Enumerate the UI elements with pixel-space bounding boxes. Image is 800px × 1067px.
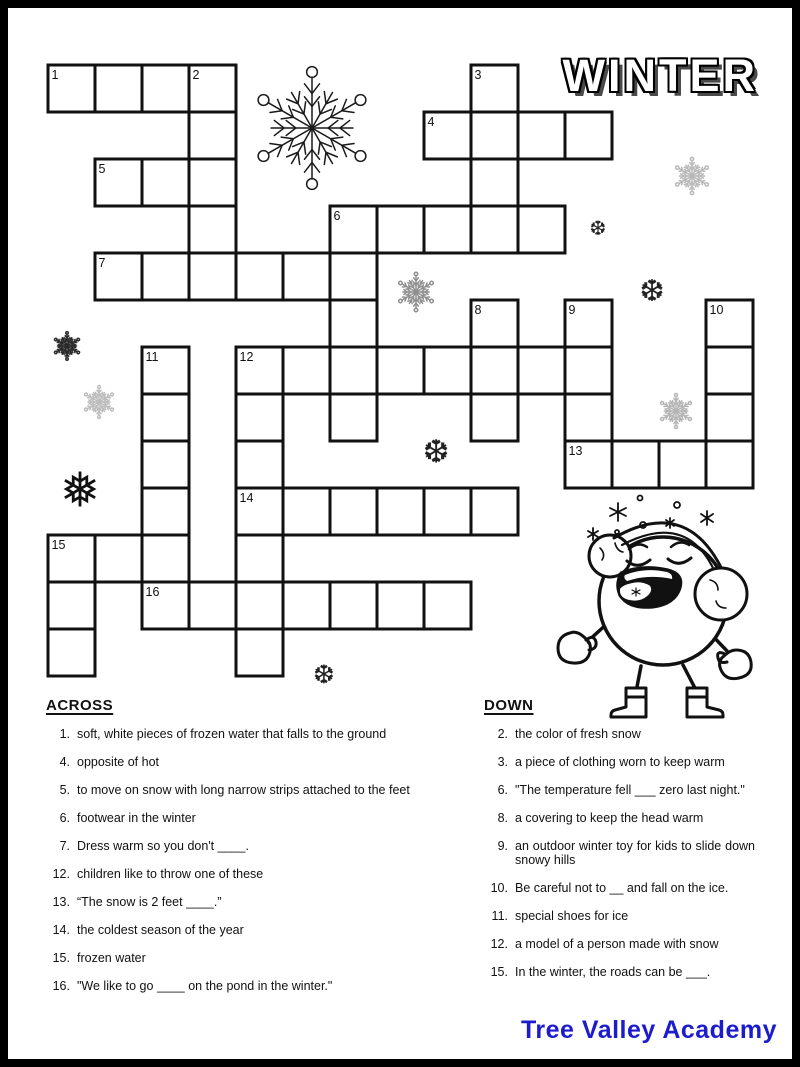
clue-down-9 <box>484 839 764 867</box>
clue-down-11 <box>484 909 764 923</box>
clue-text: "We like to go ____ on the pond in the winter." <box>77 979 333 993</box>
snowflake-decoration <box>660 393 693 428</box>
clue-text: an outdoor winter toy for kids to slide down snowy hills <box>515 839 755 867</box>
clue-across-5 <box>46 783 446 797</box>
clue-text: to move on snow with long narrow strips attached to the feet <box>77 783 410 797</box>
crossword-cell[interactable] <box>518 112 565 159</box>
crossword-cell[interactable] <box>518 347 565 394</box>
clue-text: Be careful not to __ and fall on the ice. <box>515 881 729 895</box>
crossword-cell[interactable] <box>330 394 377 441</box>
word-6-down <box>330 206 377 441</box>
snowflake-decoration <box>84 386 114 419</box>
crossword-cell[interactable] <box>236 582 283 629</box>
snowflake-decoration: ❆ <box>639 273 665 309</box>
clue-across-16 <box>46 979 446 993</box>
clue-number: 2. <box>497 727 508 741</box>
crossword-cell[interactable] <box>189 112 236 159</box>
crossword-cell[interactable] <box>236 253 283 300</box>
clue-text: special shoes for ice <box>515 909 629 923</box>
clue-down-12 <box>484 937 764 951</box>
crossword-cell[interactable] <box>424 582 471 629</box>
crossword-cell[interactable] <box>236 394 283 441</box>
crossword-cell[interactable] <box>48 629 95 676</box>
crossword-cell[interactable] <box>283 488 330 535</box>
snowflake-decoration: ❅ <box>59 462 101 519</box>
clue-text: "The temperature fell ___ zero last night." <box>515 783 745 797</box>
crossword-cell[interactable] <box>424 488 471 535</box>
cell-number: 4 <box>427 115 435 129</box>
crossword-cell[interactable] <box>565 112 612 159</box>
crossword-cell[interactable] <box>706 441 753 488</box>
crossword-cell[interactable] <box>330 347 377 394</box>
clue-number: 6. <box>59 811 70 825</box>
cell-number: 14 <box>239 491 254 505</box>
crossword-cell[interactable] <box>471 394 518 441</box>
across-heading: ACROSS <box>46 697 114 714</box>
crossword-cell[interactable] <box>706 347 753 394</box>
crossword-cell[interactable] <box>142 394 189 441</box>
cell-number: 16 <box>145 585 160 599</box>
down-clues-section <box>484 697 764 993</box>
crossword-cell[interactable] <box>142 253 189 300</box>
snowflake-decoration <box>675 157 710 194</box>
crossword-cell[interactable] <box>565 394 612 441</box>
snowflake-decoration <box>255 67 369 190</box>
word-16-across <box>142 582 471 629</box>
clue-text: soft, white pieces of frozen water that falls to the ground <box>77 727 387 741</box>
crossword-cell[interactable] <box>377 347 424 394</box>
clue-across-15 <box>46 951 446 965</box>
brand-logo-text: Tree Valley Academy <box>521 1016 777 1044</box>
crossword-cell[interactable] <box>565 347 612 394</box>
crossword-cell[interactable] <box>377 582 424 629</box>
across-clues-section <box>46 697 446 1007</box>
crossword-cell[interactable] <box>142 65 189 112</box>
clue-number: 1. <box>59 727 70 741</box>
crossword-cell[interactable] <box>142 488 189 535</box>
clue-across-12 <box>46 867 446 881</box>
crossword-cell[interactable] <box>330 300 377 347</box>
clue-text: In the winter, the roads can be ___. <box>515 965 711 979</box>
clue-number: 6. <box>497 783 508 797</box>
clue-text: “The snow is 2 feet ____.” <box>77 895 222 909</box>
snowflake-decoration: ❆ <box>313 660 335 691</box>
clue-number: 12. <box>490 937 508 951</box>
crossword-cell[interactable] <box>189 253 236 300</box>
crossword-cell[interactable] <box>236 441 283 488</box>
clue-text: the color of fresh snow <box>515 727 641 741</box>
clue-down-3 <box>484 755 764 769</box>
cell-number: 6 <box>333 209 341 223</box>
clue-across-7 <box>46 839 446 853</box>
snowflake-decoration: ❆ <box>422 432 450 471</box>
word-12-down <box>236 347 283 676</box>
word-15-down <box>48 535 95 676</box>
crossword-cell[interactable] <box>330 488 377 535</box>
snowflake-decoration: ❆ <box>589 216 607 241</box>
clue-number: 12. <box>52 867 70 881</box>
clue-down-2 <box>484 727 764 741</box>
word-3-down <box>471 65 518 253</box>
clue-across-4 <box>46 755 446 769</box>
word-9-down <box>565 300 612 488</box>
cell-number: 12 <box>239 350 254 364</box>
clue-number: 10. <box>490 881 508 895</box>
clue-text: frozen water <box>77 951 146 965</box>
crossword-cell[interactable] <box>236 629 283 676</box>
crossword-cell[interactable] <box>518 206 565 253</box>
crossword-cell[interactable] <box>236 535 283 582</box>
crossword-cell[interactable] <box>283 253 330 300</box>
crossword-cell[interactable] <box>330 582 377 629</box>
crossword-cell[interactable] <box>424 206 471 253</box>
crossword-cell[interactable] <box>283 347 330 394</box>
cell-number: 5 <box>98 162 106 176</box>
cell-number: 11 <box>145 350 159 364</box>
crossword-cell[interactable] <box>95 535 142 582</box>
cell-number: 9 <box>568 303 576 317</box>
clue-number: 11. <box>491 909 508 923</box>
clue-across-13 <box>46 895 446 909</box>
crossword-cell[interactable] <box>471 159 518 206</box>
clue-number: 9. <box>497 839 508 853</box>
clue-across-14 <box>46 923 446 937</box>
clue-across-6 <box>46 811 446 825</box>
clue-text: a piece of clothing worn to keep warm <box>515 755 725 769</box>
cell-number: 8 <box>474 303 482 317</box>
cell-number: 2 <box>192 68 200 82</box>
crossword-cell[interactable] <box>189 159 236 206</box>
clue-down-15 <box>484 965 764 979</box>
word-2-down <box>189 65 236 300</box>
clue-across-1 <box>46 727 446 741</box>
cell-number: 3 <box>474 68 482 82</box>
clue-down-8 <box>484 811 764 825</box>
crossword-cell[interactable] <box>142 535 189 582</box>
crossword-cell[interactable] <box>189 582 236 629</box>
word-8-down <box>471 300 518 441</box>
clue-text: the coldest season of the year <box>77 923 244 937</box>
puzzle-title: WINTER <box>562 50 758 101</box>
clue-number: 7. <box>59 839 70 853</box>
clue-text: children like to throw one of these <box>77 867 264 881</box>
clue-number: 15. <box>52 951 70 965</box>
clue-number: 15. <box>490 965 508 979</box>
clue-number: 4. <box>59 755 70 769</box>
crossword-cell[interactable] <box>706 394 753 441</box>
crossword-cell[interactable] <box>142 159 189 206</box>
clue-number: 16. <box>52 979 70 993</box>
snowflake-decoration <box>398 272 435 311</box>
cell-number: 13 <box>568 444 583 458</box>
clue-number: 14. <box>52 923 70 937</box>
crossword-cell[interactable] <box>95 65 142 112</box>
crossword-cell[interactable] <box>330 253 377 300</box>
crossword-cell[interactable] <box>377 206 424 253</box>
crossword-cell[interactable] <box>424 347 471 394</box>
clue-down-6 <box>484 783 764 797</box>
cell-number: 1 <box>51 68 59 82</box>
clue-text: a model of a person made with snow <box>515 937 719 951</box>
cell-number: 7 <box>98 256 106 270</box>
crossword-cell[interactable] <box>189 206 236 253</box>
cell-number: 10 <box>709 303 724 317</box>
crossword-cell[interactable] <box>659 441 706 488</box>
clue-down-10 <box>484 881 764 895</box>
clue-text: opposite of hot <box>77 755 160 769</box>
clue-text: a covering to keep the head warm <box>515 811 704 825</box>
word-12-across <box>236 347 612 394</box>
clue-number: 3. <box>497 755 508 769</box>
crossword-cell[interactable] <box>471 347 518 394</box>
crossword-cell[interactable] <box>612 441 659 488</box>
cell-number: 15 <box>51 538 66 552</box>
clue-number: 5. <box>59 783 70 797</box>
word-10-down <box>706 300 753 488</box>
crossword-cell[interactable] <box>471 206 518 253</box>
clue-text: Dress warm so you don't ____. <box>77 839 249 853</box>
crossword-cell[interactable] <box>142 441 189 488</box>
crossword-cell[interactable] <box>283 582 330 629</box>
crossword-cell[interactable] <box>471 488 518 535</box>
crossword-cell[interactable] <box>377 488 424 535</box>
clue-text: footwear in the winter <box>77 811 196 825</box>
clue-number: 8. <box>497 811 508 825</box>
crossword-cell[interactable] <box>48 582 95 629</box>
crossword-cell[interactable] <box>471 112 518 159</box>
snowflake-decoration <box>54 332 80 361</box>
clue-number: 13. <box>52 895 70 909</box>
down-heading: DOWN <box>484 697 534 714</box>
